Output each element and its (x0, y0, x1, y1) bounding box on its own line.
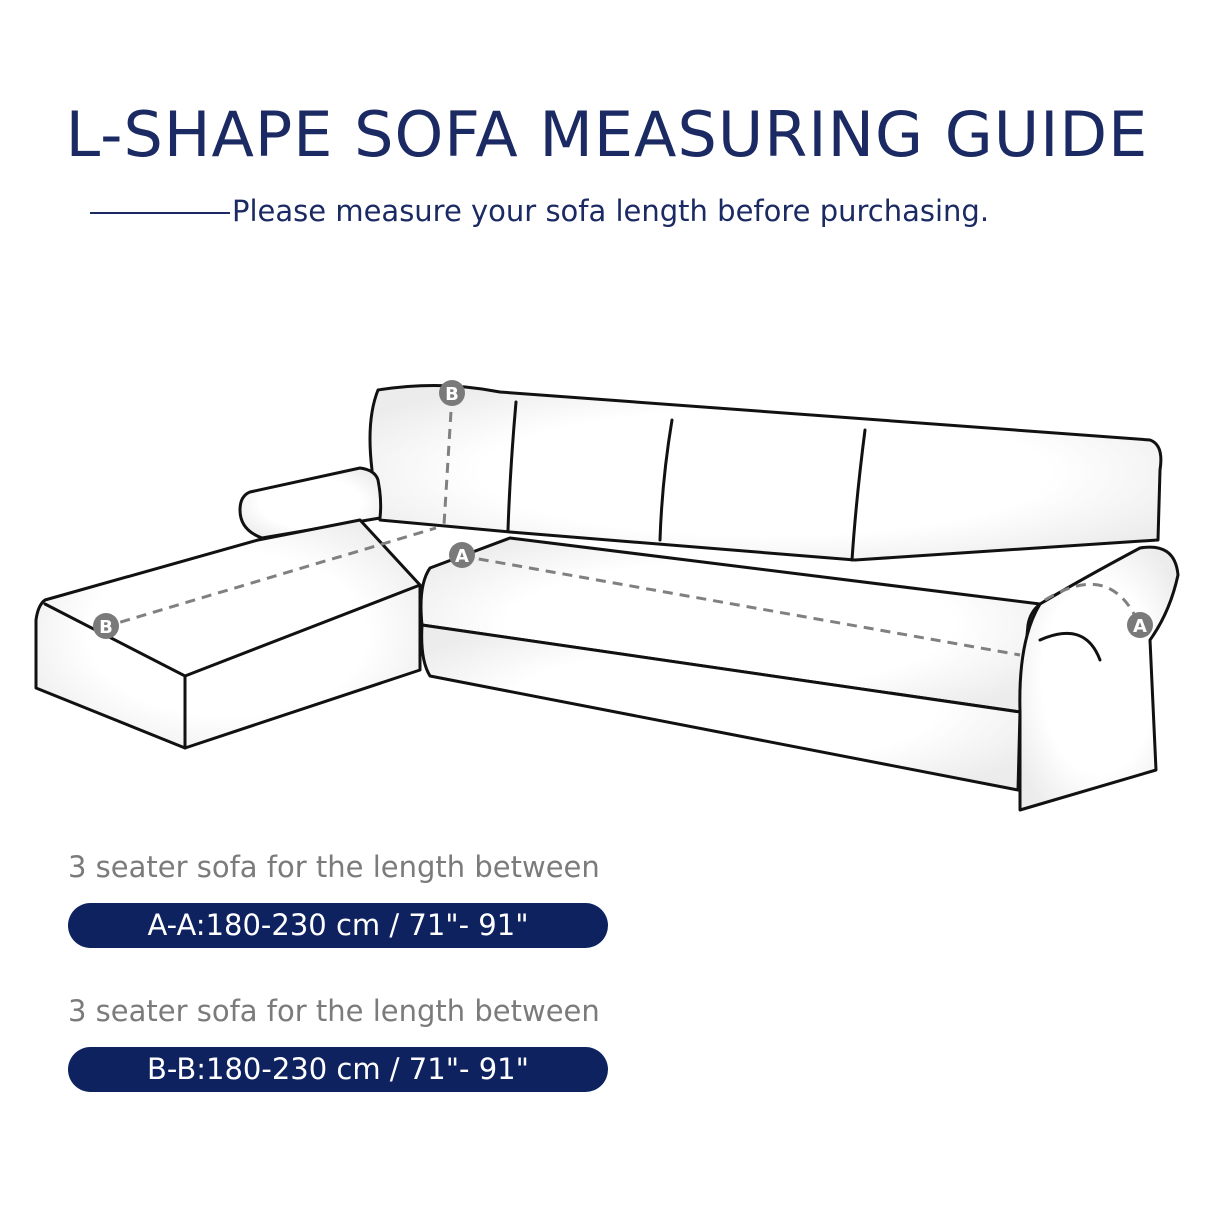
spec-caption-b: 3 seater sofa for the length between (68, 994, 600, 1028)
spec-badge-a: A-A:180-230 cm / 71"- 91" (68, 903, 608, 948)
spec-badge-b: B-B:180-230 cm / 71"- 91" (68, 1047, 608, 1092)
chaise (36, 520, 420, 748)
spec-caption-a: 3 seater sofa for the length between (68, 850, 600, 884)
svg-text:B: B (445, 384, 459, 405)
svg-text:A: A (1133, 616, 1147, 637)
backrest (370, 385, 1161, 560)
svg-text:A: A (455, 546, 469, 567)
page-title: L-SHAPE SOFA MEASURING GUIDE (65, 98, 1149, 171)
svg-text:B: B (99, 617, 113, 638)
page-subtitle: Please measure your sofa length before purchasing. (232, 194, 990, 228)
